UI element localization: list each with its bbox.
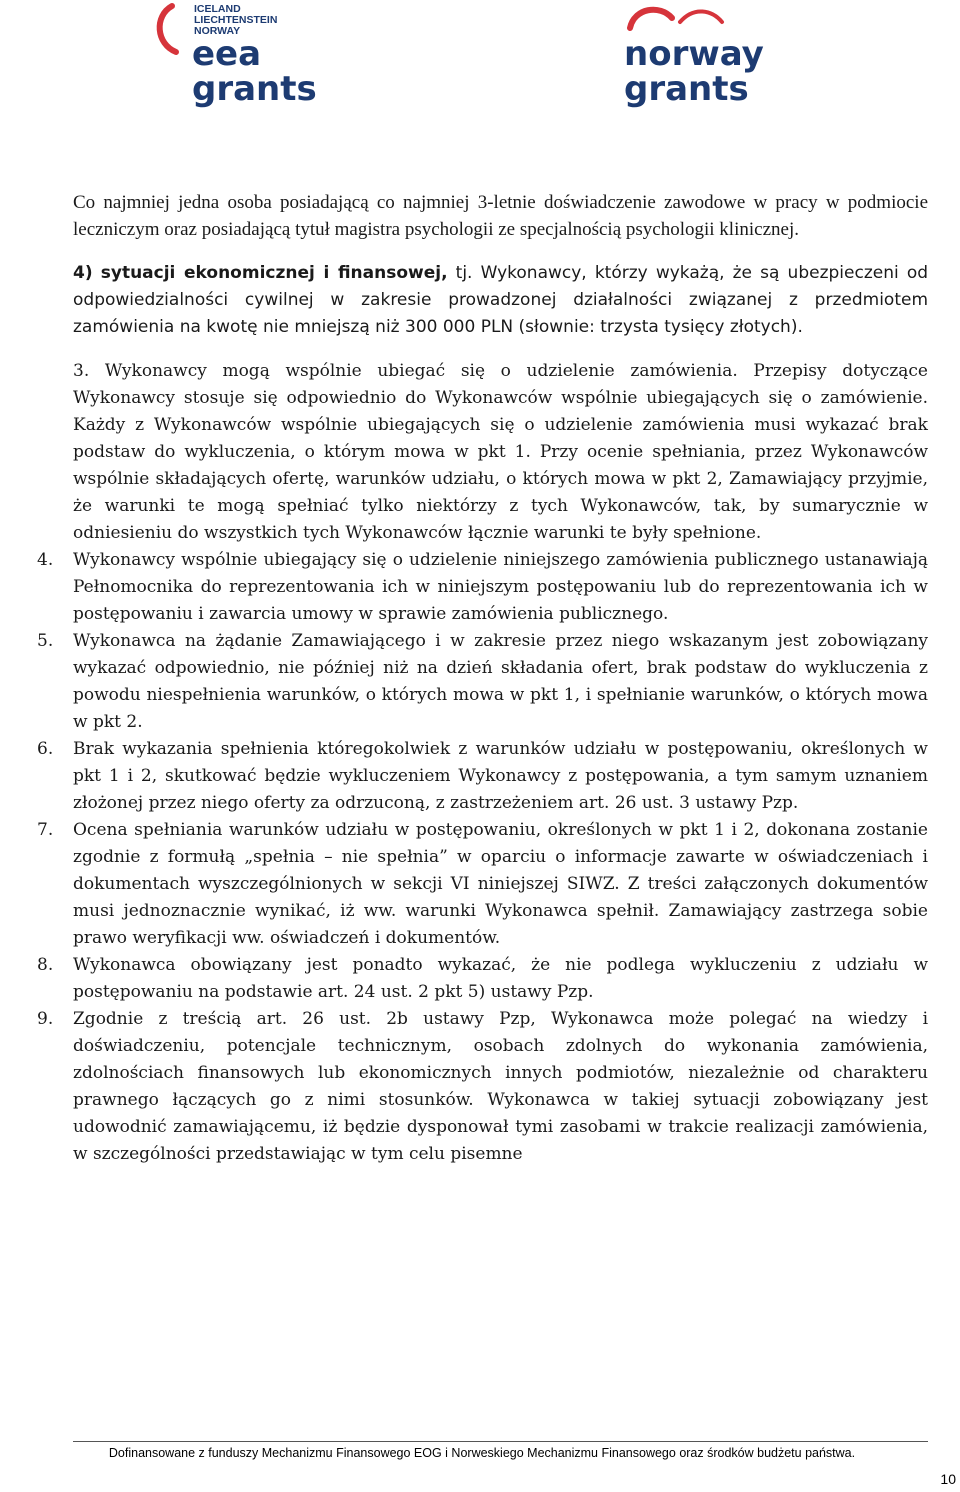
svg-text:ICELAND: ICELAND	[194, 3, 241, 15]
document-body	[37, 189, 929, 1168]
section-4-number: 4)	[73, 263, 93, 283]
list-item	[37, 736, 928, 817]
numbered-list	[37, 547, 928, 1168]
list-item-text: Wykonawca na żądanie Zamawiającego i w zakresie przez niego wskazanym jest zobowiązany wykazać odpowiednio, nie później niż na dzień składania ofert, brak podstaw do wykluczenia z powodu niespełnienia warunków, o których mowa w pkt 1, i spełnianie warunków, o których mowa w pkt 2.	[73, 631, 928, 732]
list-item-number: 6.	[37, 739, 54, 759]
list-item-number: 9.	[37, 1009, 54, 1029]
list-item	[37, 1006, 928, 1168]
point-3-paragraph: 3. Wykonawcy mogą wspólnie ubiegać się o udzielenie zamówienia. Przepisy dotyczące Wykonawcy stosuje się odpowiednio do Wykonawców wspólnie ubiegających się o zamówienie. Każdy z Wykonawców wspólnie ubiegających się o udzielenie zamówienia musi wykazać brak podstaw do wykluczenia, o którym mowa w pkt 1. Przy ocenie spełniania, przez Wykonawców wspólnie składających ofertę, warunków udziału, o których mowa w pkt 2, Zamawiający przyjmie, że warunki te mogą spełniać tylko niektórzy z tych Wykonawców, tak, by sumarycznie w odniesieniu do wszystkich tych Wykonawców łącznie warunki te były spełnione.	[73, 361, 928, 543]
svg-text:LIECHTENSTEIN: LIECHTENSTEIN	[194, 14, 278, 26]
list-item-text: Ocena spełniania warunków udziału w postępowaniu, określonych w pkt 1 i 2, dokonana zostanie zgodnie z formułą „spełnia – nie spełnia” w oparciu o informacje zawarte w oświadczeniach i dokumentach wyszczególnionych w sekcji VI niniejszej SIWZ. Z treści załączonych dokumentów musi jednoznacznie wynikać, iż ww. warunki Wykonawca spełnił. Zamawiający zastrzega sobie prawo weryfikacji ww. oświadczeń i dokumentów.	[73, 820, 928, 948]
footer-funding-note: Dofinansowane z funduszy Mechanizmu Finansowego EOG i Norweskiego Mechanizmu Finansowego oraz środków budżetu państwa.	[108, 1446, 856, 1460]
list-item-text: Wykonawca obowiązany jest ponadto wykazać, że nie podlega wykluczeniu z udziału w postępowaniu na podstawie art. 24 ust. 2 pkt 5) ustawy Pzp.	[73, 955, 928, 1002]
list-item-number: 5.	[37, 631, 54, 651]
svg-text:grants: grants	[624, 69, 749, 109]
list-item	[37, 547, 928, 628]
list-item-text: Brak wykazania spełnienia któregokolwiek z warunków udziału w postępowaniu, określonych w pkt 1 i 2, skutkować będzie wykluczeniem Wykonawcy z postępowania, a tym samym uznaniem złożonej przez niego oferty za odrzuconą, z zastrzeżeniem art. 26 ust. 3 ustawy Pzp.	[73, 739, 928, 813]
list-item	[37, 628, 928, 736]
eea-grants-logo	[150, 0, 330, 110]
section-4-economic	[73, 260, 928, 341]
svg-text:grants: grants	[192, 69, 317, 109]
page-number: 10	[940, 1471, 956, 1487]
section-4-heading: sytuacji ekonomicznej i finansowej,	[100, 263, 448, 283]
svg-text:eea: eea	[192, 34, 262, 74]
list-item-number: 7.	[37, 820, 54, 840]
list-item	[37, 952, 928, 1006]
list-item-number: 8.	[37, 955, 54, 975]
list-item-text: Wykonawcy wspólnie ubiegający się o udzielenie niniejszego zamówienia publicznego ustanawiają Pełnomocnika do reprezentowania ich w niniejszym postępowaniu lub do reprezentowania ich w postępowaniu i zawarcia umowy w sprawie zamówienia publicznego.	[73, 550, 928, 624]
svg-text:norway: norway	[624, 34, 764, 74]
svg-text:NORWAY: NORWAY	[194, 25, 241, 37]
section-4-text: tj. Wykonawcy, którzy wykażą, że są ubezpieczeni od odpowiedzialności cywilnej w zakresie prowadzonej działalności związanej z przedmiotem zamówienia na kwotę nie mniejszą niż 300 000 PLN (słownie: trzysta tysięcy złotych).	[73, 263, 929, 337]
intro-paragraph: Co najmniej jedna osoba posiadającą co najmniej 3-letnie doświadczenie zawodowe w pracy w podmiocie leczniczym oraz posiadającą tytuł magistra psychologii ze specjalnością psychologii klinicznej.	[73, 192, 928, 240]
list-item-number: 4.	[37, 550, 54, 570]
footer-divider	[73, 1441, 928, 1442]
norway-grants-logo	[622, 0, 802, 110]
list-item-text: Zgodnie z treścią art. 26 ust. 2b ustawy Pzp, Wykonawca może polegać na wiedzy i doświadczeniu, potencjale technicznym, osobach zdolnych do wykonania zamówienia, zdolnościach finansowych lub ekonomicznych innych podmiotów, niezależnie od charakteru prawnego łączących go z nimi stosunków. Wykonawca w takiej sytuacji zobowiązany jest udowodnić zamawiającemu, iż będzie dysponował tymi zasobami w trakcie realizacji zamówienia, w szczególności przedstawiając w tym celu pisemne	[73, 1009, 928, 1164]
list-item	[37, 817, 928, 952]
